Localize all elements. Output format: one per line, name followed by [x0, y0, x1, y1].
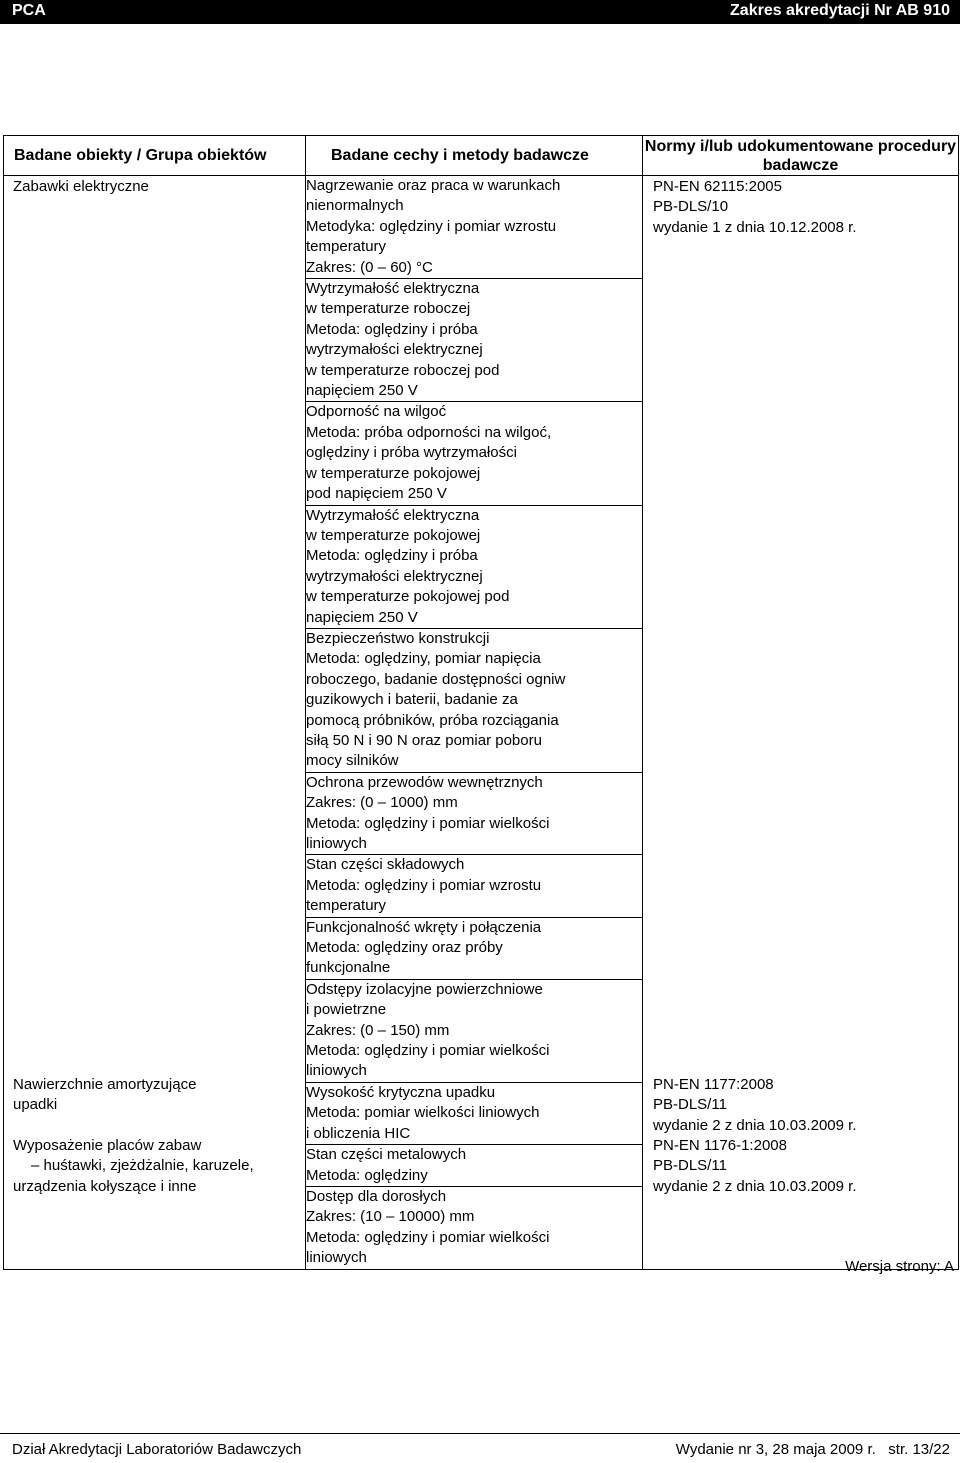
- norm-line: wydanie 2 z dnia 10.03.2009 r.: [653, 1177, 857, 1195]
- norm-line: PN-EN 62115:2005: [653, 178, 782, 195]
- accreditation-table: [3, 135, 959, 1270]
- feature-line: w temperaturze pokojowej: [306, 464, 481, 482]
- feature-method-cell: [306, 772, 643, 855]
- norm-line: wydanie 2 z dnia 10.03.2009 r.: [653, 1116, 857, 1134]
- objects-cell: [4, 176, 306, 1270]
- table-row: [4, 176, 959, 279]
- tested-object-line: upadki: [13, 1096, 58, 1114]
- table-header-row: [4, 136, 959, 176]
- tested-object-line: Zabawki elektryczne: [13, 178, 149, 195]
- feature-line: Zakres: (0 – 60) °C: [306, 258, 433, 276]
- feature-line: Metodyka: oględziny i pomiar wzrostu: [306, 217, 557, 235]
- tested-object-line: Nawierzchnie amortyzujące: [13, 1076, 197, 1093]
- norms-cell: [643, 176, 959, 1270]
- feature-line: wytrzymałości elektrycznej: [306, 567, 483, 585]
- feature-line: Metoda: oględziny i pomiar wielkości: [306, 1042, 550, 1060]
- tested-object-line: – huśtawki, zjeżdżalnie, karuzele,: [31, 1157, 254, 1175]
- feature-method-cell: [306, 1082, 643, 1144]
- feature-line: Metoda: oględziny i próba: [306, 547, 478, 565]
- feature-line: Metoda: oględziny oraz próby: [306, 939, 503, 957]
- feature-method-cell: [306, 917, 643, 979]
- footer-department: Dział Akredytacji Laboratoriów Badawczych: [12, 1441, 302, 1458]
- column-header-objects: Badane obiekty / Grupa obiektów: [4, 136, 306, 176]
- feature-line: i powietrzne: [306, 1001, 387, 1019]
- feature-line: Wytrzymałość elektryczna: [306, 506, 480, 524]
- feature-line: napięciem 250 V: [306, 608, 418, 626]
- feature-method-cell: [306, 1186, 643, 1269]
- page-version: Wersja strony: A: [845, 1258, 954, 1275]
- tested-object: [13, 177, 149, 197]
- feature-line: mocy silników: [306, 752, 399, 770]
- feature-line: Zakres: (0 – 1000) mm: [306, 794, 458, 812]
- tested-object-line: urządzenia kołyszące i inne: [13, 1177, 197, 1195]
- feature-line: pod napięciem 250 V: [306, 485, 447, 503]
- feature-line: i obliczenia HIC: [306, 1124, 411, 1142]
- footer-edition: Wydanie nr 3, 28 maja 2009 r. str. 13/22: [675, 1441, 950, 1458]
- feature-line: Stan części składowych: [306, 856, 465, 874]
- table-body: [4, 176, 959, 1270]
- feature-line: liniowych: [306, 835, 367, 852]
- feature-line: w temperaturze pokojowej pod: [306, 588, 510, 606]
- norm-reference: [653, 1075, 856, 1136]
- feature-line: liniowych: [306, 1249, 367, 1267]
- feature-line: liniowych: [306, 1062, 367, 1080]
- feature-line: Wytrzymałość elektryczna: [306, 280, 480, 298]
- feature-line: guzikowych i baterii, badanie za: [306, 691, 518, 709]
- feature-line: Odporność na wilgoć: [306, 403, 447, 421]
- feature-line: Metoda: próba odporności na wilgoć,: [306, 423, 552, 441]
- tested-object: [13, 1075, 196, 1116]
- tested-object: [13, 1136, 254, 1197]
- feature-line: Funkcjonalność wkręty i połączenia: [306, 918, 542, 936]
- feature-line: Metoda: oględziny i próba: [306, 320, 478, 338]
- feature-line: oględziny i próba wytrzymałości: [306, 444, 517, 462]
- feature-method-cell: [306, 279, 643, 402]
- feature-method-cell: [306, 1145, 643, 1187]
- feature-line: w temperaturze roboczej pod: [306, 361, 500, 379]
- feature-line: Zakres: (0 – 150) mm: [306, 1021, 450, 1039]
- feature-line: Ochrona przewodów wewnętrznych: [306, 773, 543, 791]
- feature-method-cell: [306, 402, 643, 505]
- feature-line: Metoda: oględziny i pomiar wielkości: [306, 1228, 550, 1246]
- feature-line: Metoda: oględziny i pomiar wzrostu: [306, 876, 542, 894]
- feature-line: w temperaturze roboczej: [306, 300, 471, 318]
- feature-line: nienormalnych: [306, 197, 404, 215]
- norm-line: PB-DLS/11: [653, 1157, 727, 1175]
- norm-reference: [653, 1136, 856, 1197]
- norm-line: PB-DLS/11: [653, 1096, 727, 1114]
- feature-line: napięciem 250 V: [306, 382, 418, 400]
- feature-method-cell: [306, 176, 643, 279]
- feature-line: Metoda: pomiar wielkości liniowych: [306, 1104, 540, 1122]
- feature-line: funkcjonalne: [306, 959, 391, 977]
- norm-line: PB-DLS/10: [653, 198, 729, 216]
- feature-method-cell: [306, 979, 643, 1082]
- feature-line: wytrzymałości elektrycznej: [306, 341, 483, 359]
- header-org: PCA: [12, 2, 46, 19]
- feature-line: pomocą próbników, próba rozciągania: [306, 711, 559, 729]
- feature-method-cell: [306, 855, 643, 917]
- feature-line: Bezpieczeństwo konstrukcji: [306, 629, 490, 647]
- tested-object-line: Wyposażenie placów zabaw: [13, 1137, 202, 1154]
- feature-line: Zakres: (10 – 10000) mm: [306, 1208, 475, 1226]
- norm-reference: [653, 177, 856, 238]
- feature-line: Stan części metalowych: [306, 1146, 467, 1164]
- feature-line: Metoda: oględziny: [306, 1166, 428, 1184]
- norm-line: wydanie 1 z dnia 10.12.2008 r.: [653, 218, 857, 236]
- feature-line: Metoda: oględziny, pomiar napięcia: [306, 650, 541, 668]
- feature-line: Dostęp dla dorosłych: [306, 1187, 447, 1205]
- feature-method-cell: [306, 505, 643, 628]
- footer-divider: [0, 1433, 960, 1434]
- feature-method-cell: [306, 628, 643, 772]
- column-header-norms: Normy i/lub udokumentowane procedury badawcze: [643, 136, 959, 176]
- header-scope-title: Zakres akredytacji Nr AB 910: [730, 2, 950, 19]
- feature-line: Metoda: oględziny i pomiar wielkości: [306, 814, 550, 832]
- feature-line: Nagrzewanie oraz praca w warunkach: [306, 177, 561, 194]
- feature-line: roboczego, badanie dostępności ogniw: [306, 670, 566, 688]
- feature-line: Odstępy izolacyjne powierzchniowe: [306, 980, 543, 998]
- norm-line: PN-EN 1176-1:2008: [653, 1137, 787, 1154]
- column-header-features: Badane cechy i metody badawcze: [306, 136, 643, 176]
- feature-line: temperatury: [306, 897, 387, 915]
- feature-line: temperatury: [306, 238, 387, 256]
- feature-line: Wysokość krytyczna upadku: [306, 1083, 496, 1101]
- feature-line: siłą 50 N i 90 N oraz pomiar poboru: [306, 731, 542, 749]
- norm-line: PN-EN 1177:2008: [653, 1076, 774, 1093]
- feature-line: w temperaturze pokojowej: [306, 526, 481, 544]
- page-header: [0, 0, 960, 24]
